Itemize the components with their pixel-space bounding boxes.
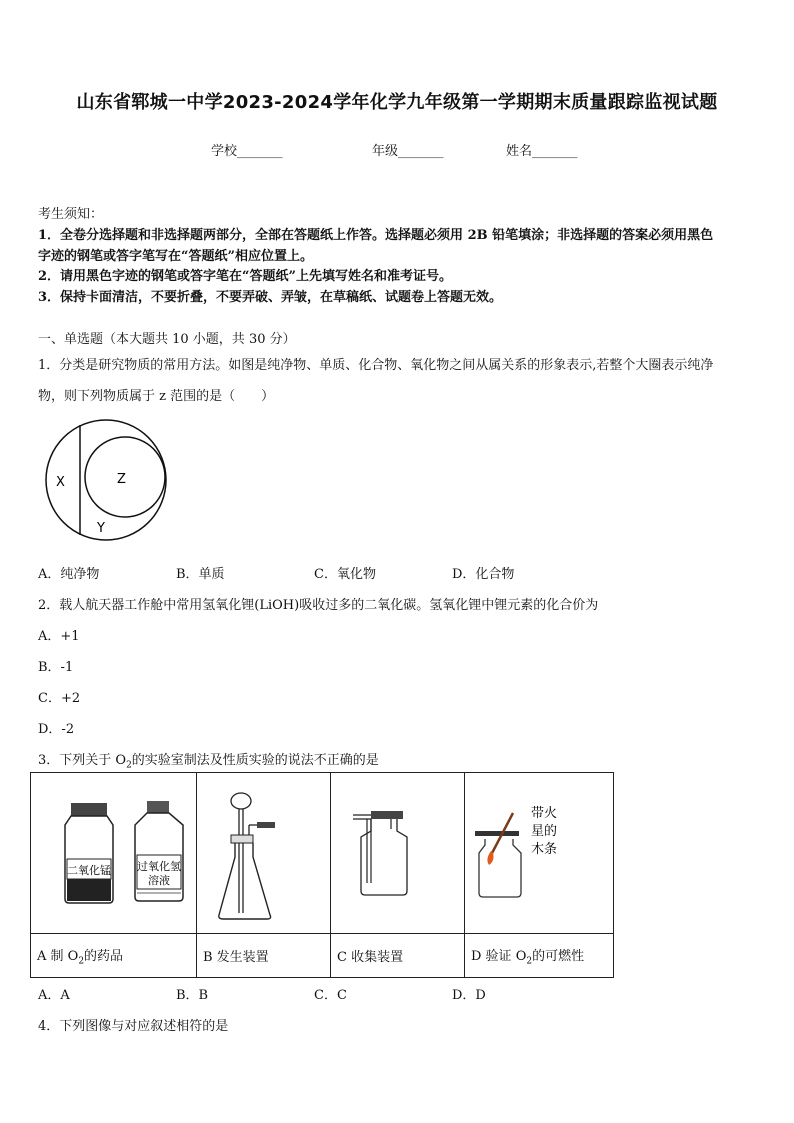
caption-b-text: B 发生装置 — [203, 950, 269, 965]
notice-heading: 考生须知： — [38, 207, 104, 222]
cell-collector — [331, 773, 465, 934]
splint-label-line3: 木条 — [531, 842, 558, 857]
q3-option-a[interactable]: A．A — [38, 988, 70, 1003]
caption-d-post: 的可燃性 — [532, 948, 585, 964]
q3-stem — [38, 749, 379, 771]
q2-option-b[interactable]: B．-1 — [38, 660, 74, 675]
q1-stem-line1: 1．分类是研究物质的常用方法。如图是纯净物、单质、化合物、氧化物之间从属关系的形象表示,若整个大圈表示纯净 — [38, 358, 714, 373]
q3-apparatus-table — [30, 772, 614, 978]
q1-option-d[interactable]: D．化合物 — [452, 567, 515, 582]
caption-c-text: C 收集装置 — [337, 950, 404, 965]
q2-option-d[interactable]: D．-2 — [38, 722, 75, 737]
caption-d-text: D 验证 O — [471, 948, 527, 964]
bottle2-label-line1: 过氧化氢 — [137, 860, 181, 873]
q4-stem: 4．下列图像与对应叙述相符的是 — [38, 1019, 229, 1034]
q1-option-b[interactable]: B．单质 — [176, 567, 225, 582]
q3-stem-post: 的实验室制法及性质实验的说法不正确的是 — [131, 753, 379, 768]
school-field: 学校_______ — [211, 144, 283, 159]
q1-option-c[interactable]: C．氧化物 — [314, 567, 376, 582]
label-x: X — [56, 475, 65, 490]
bottle2-label-line2: 溶液 — [148, 874, 170, 887]
label-y: Y — [97, 521, 105, 536]
caption-a-sub: 2 — [78, 956, 85, 967]
erlenmeyer-apparatus-image — [197, 773, 330, 929]
label-z: Z — [117, 472, 126, 487]
cell-reagents — [31, 773, 197, 934]
notice-item: 2．请用黑色字迹的钢笔或答字笔在“答题纸”上先填写姓名和准考证号。 — [38, 269, 453, 284]
gas-bottle-image — [331, 773, 464, 929]
splint-label-line1: 带火 — [531, 806, 558, 821]
caption-d-sub: 2 — [526, 956, 533, 967]
reagent-bottles-image — [31, 773, 196, 929]
caption-c — [331, 934, 465, 978]
q2-option-a[interactable]: A．+1 — [38, 629, 80, 644]
q2-stem: 2．载人航天器工作舱中常用氢氧化锂(LiOH)吸收过多的二氧化碳。氢氧化锂中锂元素的化合价为 — [38, 598, 599, 613]
glowing-splint-image — [465, 773, 613, 929]
caption-a-post: 的药品 — [84, 948, 124, 964]
notice-item: 字迹的钢笔或答字笔写在“答题纸”相应位置上。 — [38, 249, 313, 264]
q3-option-d[interactable]: D．D — [452, 988, 486, 1003]
splint-label-line2: 星的 — [531, 824, 558, 839]
q1-classification-diagram — [36, 418, 176, 542]
q2-option-c[interactable]: C．+2 — [38, 691, 81, 706]
q1-option-a[interactable]: A．纯净物 — [38, 567, 100, 582]
cell-generator — [197, 773, 331, 934]
q3-stem-sub: 2 — [126, 760, 132, 771]
notice-item: 3．保持卡面清洁，不要折叠，不要弄破、弄皱，在草稿纸、试题卷上答题无效。 — [38, 290, 503, 305]
q3-option-b[interactable]: B．B — [176, 988, 209, 1003]
name-field: 姓名_______ — [506, 144, 578, 159]
section-heading: 一、单选题（本大题共 10 小题，共 30 分） — [38, 332, 296, 347]
q3-stem-pre: 3．下列关于 O — [38, 753, 127, 768]
cell-test — [465, 773, 614, 934]
bottle1-label: 二氧化锰 — [67, 864, 111, 877]
q1-stem-line2: 物，则下列物质属于 z 范围的是（ ） — [38, 389, 275, 404]
caption-d — [465, 934, 614, 978]
grade-field: 年级_______ — [372, 144, 444, 159]
caption-a-text: A 制 O — [37, 948, 79, 964]
q3-option-c[interactable]: C．C — [314, 988, 347, 1003]
caption-a — [31, 934, 197, 978]
notice-item: 1．全卷分选择题和非选择题两部分，全部在答题纸上作答。选择题必须用 2B 铅笔填涂；非选择题的答案必须用黑色 — [38, 228, 714, 243]
page-title: 山东省郓城一中学2023-2024学年化学九年级第一学期期末质量跟踪监视试题 — [76, 92, 718, 113]
caption-b — [197, 934, 331, 978]
